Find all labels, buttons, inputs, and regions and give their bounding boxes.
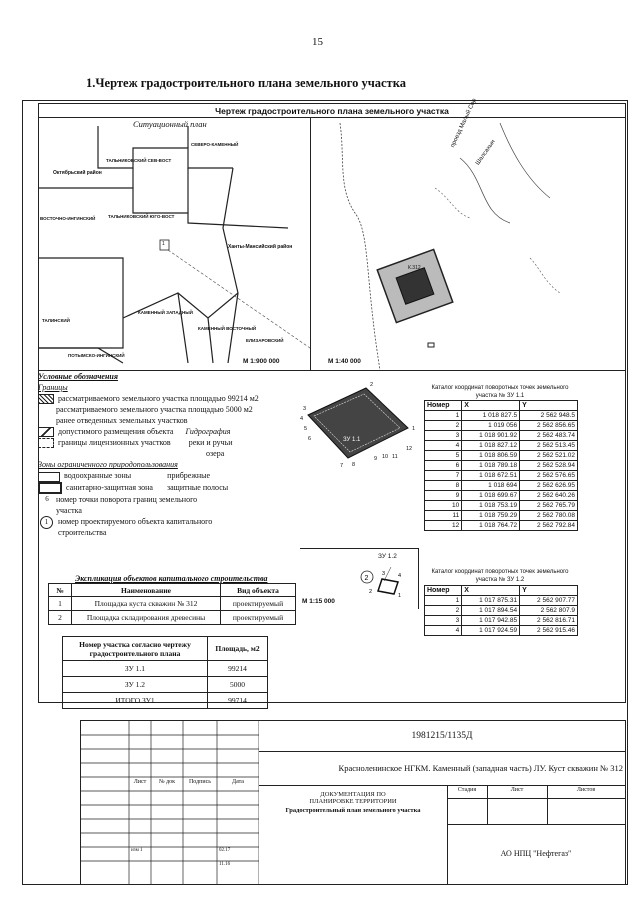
svg-text:6: 6 (308, 436, 312, 442)
svg-text:1: 1 (412, 426, 416, 432)
table-row: 10 1 018 753.19 2 562 765.79 (425, 501, 578, 511)
legend-boundaries-title: Границы (38, 383, 68, 392)
column-header: Y (520, 586, 578, 596)
svg-text:11: 11 (392, 454, 398, 460)
svg-text:2: 2 (364, 575, 369, 582)
legend-item: рассматриваемого земельного участка площадью 5000 м2 (56, 405, 253, 415)
blank-icon (38, 406, 52, 414)
region-label: ЕЛИЗАРОВСКИЙ (246, 338, 284, 343)
region-label: КАМЕННЫЙ ВОСТОЧНЫЙ (198, 326, 257, 331)
title-grid (81, 721, 259, 884)
col-header: Лист (133, 779, 147, 785)
region-label: ВОСТОЧНО-ИНГИНСКИЙ (40, 216, 96, 221)
legend-item: защитные полосы (166, 482, 229, 492)
organization: АО НПЦ "Нефтегаз" (500, 849, 572, 858)
table-row: 3 1 017 942.85 2 562 816.71 (425, 616, 578, 626)
svg-text:4: 4 (398, 573, 402, 579)
column-header: X (462, 586, 520, 596)
col-header: Лист (510, 787, 524, 793)
col-header: № док (158, 779, 176, 785)
region-label: ТАЛЬНИКОВСКИЙ ЮГО-ВОСТ (108, 214, 175, 219)
table-row: 2 Площадка складирования древесины проектируемый (49, 611, 296, 625)
zu11-label: ЗУ 1.1 (343, 437, 361, 443)
table-row: 2 1 017 894.54 2 562 807.9 (425, 606, 578, 616)
river-label: Шалсахын (475, 138, 497, 167)
legend-item: номер точки поворота границ земельного участка (56, 494, 198, 515)
sanitary-zone-icon (38, 482, 62, 494)
doc-title-line: ПЛАНИРОВКЕ ТЕРРИТОРИИ (309, 798, 397, 805)
license-boundary-icon (38, 438, 54, 448)
col-header: Стадия (457, 787, 477, 793)
hatch-icon (38, 394, 54, 404)
zu12-label: ЗУ 1.2 (378, 553, 397, 560)
legend-hydro-item: озера (206, 449, 225, 459)
table-row: 1 Площадка куста скважин № 312 проектируемый (49, 597, 296, 611)
region-label: КАМЕННЫЙ ЗАПАДНЫЙ (138, 310, 193, 315)
overview-map-drawing (310, 118, 626, 370)
legend-hydro-item: реки и ручьи (188, 438, 233, 448)
table-row: 2 1 019 056 2 562 856.65 (425, 421, 578, 431)
detail-scale: М 1:15 000 (302, 598, 335, 605)
catalog2-title: Каталог координат поворотных точек земельного участка № ЗУ 1.2 (431, 569, 569, 583)
table-row: 5 1 018 806.59 2 562 521.02 (425, 451, 578, 461)
table-row: ИТОГО ЗУ1 99714 (63, 693, 268, 709)
region-label: ТАЛИНСКИЙ (42, 318, 70, 323)
situation-plan-label: Ситуационный план (133, 119, 207, 129)
svg-text:3: 3 (303, 406, 307, 412)
zu12-drawing (358, 563, 408, 599)
section-title: 1.Чертеж градостроительного плана земельного участка (86, 76, 406, 90)
legend-item: допустимого размещения объекта (58, 427, 174, 437)
table-row: 1 1 017 875.31 2 562 907.77 (425, 596, 578, 606)
blank-icon (38, 417, 52, 425)
region-label: СЕВЕРО-КАМЕННЫЙ (191, 142, 239, 147)
title-block (80, 720, 626, 885)
table-row: 11 1 018 759.29 2 562 780.08 (425, 511, 578, 521)
situation-plan (38, 118, 311, 371)
table-row: ЗУ 1.2 5000 (63, 677, 268, 693)
column-header: Вид объекта (221, 584, 296, 597)
column-header: Площадь, м2 (208, 637, 268, 661)
column-header: Номер участка согласно чертежу градостроительного плана (63, 637, 208, 661)
catalog1-table (424, 400, 578, 531)
detail-map-zu12 (300, 548, 419, 609)
table-row: 3 1 018 901.92 2 562 483.74 (425, 431, 578, 441)
explication-title: Экспликация объектов капитального строительства (75, 574, 268, 583)
legend-item: границы лицензионных участков (58, 438, 171, 448)
date-label: 02.17 (219, 848, 231, 853)
table-row: 12 1 018 764.72 2 562 792.84 (425, 521, 578, 531)
table-row: 7 1 018 672.51 2 562 576.65 (425, 471, 578, 481)
svg-text:12: 12 (406, 446, 413, 452)
table-row: 8 1 018 694 2 562 626.95 (425, 481, 578, 491)
legend-item: водоохранные зоны (64, 471, 132, 481)
region-label: ПОТЫМСКО-ИНГИНСКИЙ (68, 353, 125, 358)
legend (38, 371, 300, 538)
col-header: Листов (576, 787, 596, 793)
document-code: 1981215/1135Д (259, 721, 625, 752)
explication-table (48, 583, 296, 625)
detail-map-zu11 (300, 380, 420, 470)
svg-text:2: 2 (369, 589, 373, 595)
col-header: Дата (232, 779, 244, 785)
column-header: Y (520, 401, 578, 411)
project-name: Красноленинское НГКМ. Каменный (западная часть) ЛУ. Куст скважин № 312 (259, 751, 625, 786)
svg-text:1: 1 (398, 593, 402, 599)
revision-label: изм 1 (131, 848, 143, 853)
road-label: проезд Малый Сор (450, 97, 478, 149)
point-number-icon: 6 (45, 494, 49, 503)
region-label: Ханты-Мансийский район (228, 244, 293, 250)
legend-item: рассматриваемого земельного участка площадью 99214 м2 (58, 394, 259, 403)
page-number: 15 (312, 36, 323, 48)
table-row: 4 1 018 827.12 2 562 513.45 (425, 441, 578, 451)
sheet-title: Чертеж градостроительного плана земельного участка (215, 106, 449, 116)
svg-text:5: 5 (304, 426, 308, 432)
table-row: 4 1 017 924.59 2 562 915.46 (425, 626, 578, 636)
column-header: Наименование (72, 584, 221, 597)
legend-item: прибрежные (167, 471, 211, 481)
svg-text:10: 10 (382, 454, 389, 460)
overview-scale: М 1:40 000 (328, 358, 361, 365)
svg-text:4: 4 (300, 416, 304, 422)
legend-item: санитарно-защитная зона (66, 482, 153, 492)
cluster-label: К.312 (408, 265, 421, 271)
column-header: Номер (425, 401, 462, 411)
legend-title: Условные обозначения (38, 372, 118, 381)
water-zone-icon (38, 472, 60, 482)
date-label: 11.16 (219, 862, 231, 867)
svg-text:7: 7 (340, 463, 344, 469)
region-label: Октябрьский район (53, 170, 102, 176)
object-number: 1 (162, 241, 165, 247)
doc-title-cell (259, 786, 448, 884)
legend-hydro-title: Гидрография (185, 427, 231, 437)
svg-text:2: 2 (370, 382, 374, 388)
svg-text:3: 3 (382, 571, 386, 577)
table-row: 1 1 018 827.5 2 562 948.5 (425, 411, 578, 421)
col-header: Подпись (188, 779, 212, 785)
svg-text:9: 9 (374, 456, 378, 462)
stage-cell (447, 786, 625, 825)
allowed-area-icon (38, 427, 54, 437)
table-row: ЗУ 1.1 99214 (63, 661, 268, 677)
column-header: X (462, 401, 520, 411)
object-number-icon: 1 (40, 516, 53, 529)
legend-item: ранее отведенных земельных участков (56, 416, 188, 426)
legend-zones-title: Зоны ограниченного природопользования (38, 460, 178, 470)
column-header: Номер (425, 586, 462, 596)
catalog1-title: Каталог координат поворотных точек земельного участка № ЗУ 1.1 (431, 385, 569, 399)
doc-title-line: ДОКУМЕНТАЦИЯ ПО (320, 791, 386, 798)
column-header: № (49, 584, 72, 597)
situation-scale: М 1:900 000 (243, 358, 280, 365)
areas-table (62, 636, 268, 709)
svg-text:8: 8 (352, 462, 356, 468)
region-label: ТАЛЬНИКОВСКИЙ СЕВ-ВОСТ (106, 158, 172, 163)
catalog2-table (424, 585, 578, 636)
table-row: 6 1 018 789.18 2 562 528.94 (425, 461, 578, 471)
table-row: 9 1 018 699.67 2 562 640.26 (425, 491, 578, 501)
legend-item: номер проектируемого объекта капитального строительства (58, 516, 213, 537)
doc-title-line: Градостроительный план земельного участка (285, 807, 421, 814)
